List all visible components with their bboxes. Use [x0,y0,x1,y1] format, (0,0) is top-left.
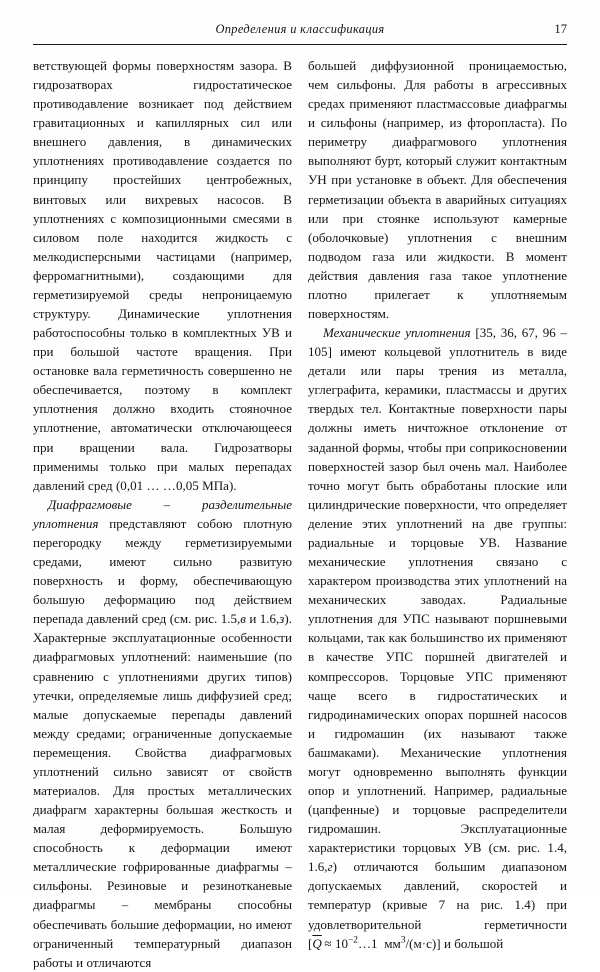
formula-exponent: −2 [348,935,358,946]
formula-units-numerator: мм [384,935,401,951]
leakage-rate-formula [308,936,441,951]
formula-close-bracket: ] [436,935,441,951]
paragraph-body-text-3: и большой [440,935,504,951]
left-column [33,56,292,970]
right-column [308,56,567,951]
formula-relation: ≈ 10 [324,935,348,951]
formula-variable-q: $\overline{Q}$ [312,935,322,951]
paragraph-body-text: представляют собою плотную перегородку между герметизируемыми средами, имеют сильно развитую поверхность и форму, обеспечивающую большую деформацию под действием перепада давлений сред (см. рис. 1.5, [33,515,292,627]
paragraph-body-text: [35, 36, 67, 96 – 105] имеют кольцевой уплотнитель в виде детали или пары трения из металла, углеграфита, керамики, пластмассы и других твердых тел. Контактные поверхности пары должны иметь ничтожное отклонение от заданной формы, чтобы при соприкосновении поверхностей зазор был очень мал. Наиболее точно могут быть обработаны плоские или цилиндрические поверхности, что определяет деление этих уплотнений на две группы: радиальные и торцовые УВ. Название механические уплотнения связано с характером производства этих уплотнений на механических заводах. Радиальные уплотнения для УПС называют поршневыми кольцами, так как большинство их применяют в качестве УПС поршней двигателей и компрессоров. Торцовые УПС применяют чаще всего в гидростатических и гидродинамических опорах поршней насосов и гидромашин (их называют также башмаками). Механические уплотнения могут одновременно выполнять функции опор и уплотнений. Например, радиальные (цапфенные) и торцовые распределители гидромашин. Эксплуатационные характеристики торцовых УВ (см. рис. 1.4, 1.6, [308,325,567,875]
paragraph-continuation-right: большей диффузионной проницаемостью, чем сильфоны. Для работы в агрессивных средах применяют пластмассовые диафрагмы и сильфоны (например, из фторопласта). По периметру диафрагмового уплотнения выполняют бурт, который служит контактным УН при установке в объект. Для обеспечения герметизации объекта в аварийных ситуациях или при стоянке используют камерные (оболочковые) уплотнения с внешним подводом газа или жидкости. В момент действия давления газа такое уплотнение плотно прилегает к уплотняемым поверхностям. [308,58,567,322]
header-rule [33,44,567,45]
paragraph-mechanical-seals [308,323,567,953]
figure-ref-letter-z: з [279,611,285,627]
figure-ref-letter-v: в [240,611,246,627]
page-number: 17 [554,22,567,36]
formula-units-exponent: 3 [400,935,406,946]
term-diaphragm-separating-seals: Диафрагмовые – разделительные уплотнения [33,496,292,531]
paragraph-body-text-2: ) отличаются большим диапазоном допускаемых давлений, скоростей и температур (кривые 7 на рис. 1.4) при удовлетворительной герметичности [308,859,567,932]
paragraph-body-text-2: и 1.6, [245,611,280,627]
paragraph-body-text-3: ). Характерные эксплуатационные особенности диафрагмовых уплотнений: наименьшие (по сравнению с уплотнениями других типов) утечки, определяемые лишь диффузией сред; малые допускаемые перепады давлений между средами; ограниченные допускаемые перемещения. Свойства диафрагмовых уплотнений сильно зависят от свойств материалов. Для простых металлических диафрагм характерны большая жесткость и малая деформируемость. Большую способность к деформации имеют металлические гофрированные диафрагмы – сильфоны. Резиновые и резинотканевые диафрагмы – мембраны способны обеспечивать большие деформации, но имеют ограниченный температурный диапазон работы и отличаются [33,611,292,970]
body-columns [33,56,567,970]
formula-range: …1 [357,935,378,951]
paragraph-diaphragm-seals [33,495,292,972]
formula-open-bracket: [ [308,935,313,951]
term-mechanical-seals: Механические уплотнения [323,325,471,341]
formula-units-denominator: /(м·с) [405,935,437,951]
paragraph-continuation: ветствующей формы поверхностям зазора. В гидрозатворах гидростатическое противодавление возникает под действием гравитационных и капиллярных сил или внешнего давления, в динамических уплотнениях противодавление создается по принципу простейших центробежных, винтовых или вихревых насосов. В уплотнениях с композиционными смесями в силовом поле находится жидкость с мелкодисперсными частицами (например, ферромагнитными), создающими для герметизируемой среды непроницаемую структуру. Динамические уплотнения работоспособны только в комплектных УВ и при большой частоте вращения. При остановке вала герметичность совершенно не обеспечивается, поэтому в комплект уплотнения должно входить стояночное уплотнение, автоматически отключающееся при вращении вала. Гидрозатворы применимы только при малых перепадах давлений сред (0,01 … …0,05 МПа). [33,58,292,493]
figure-ref-letter-g: г [327,859,333,875]
running-header [33,22,567,44]
running-title: Определения и классификация [215,22,385,36]
